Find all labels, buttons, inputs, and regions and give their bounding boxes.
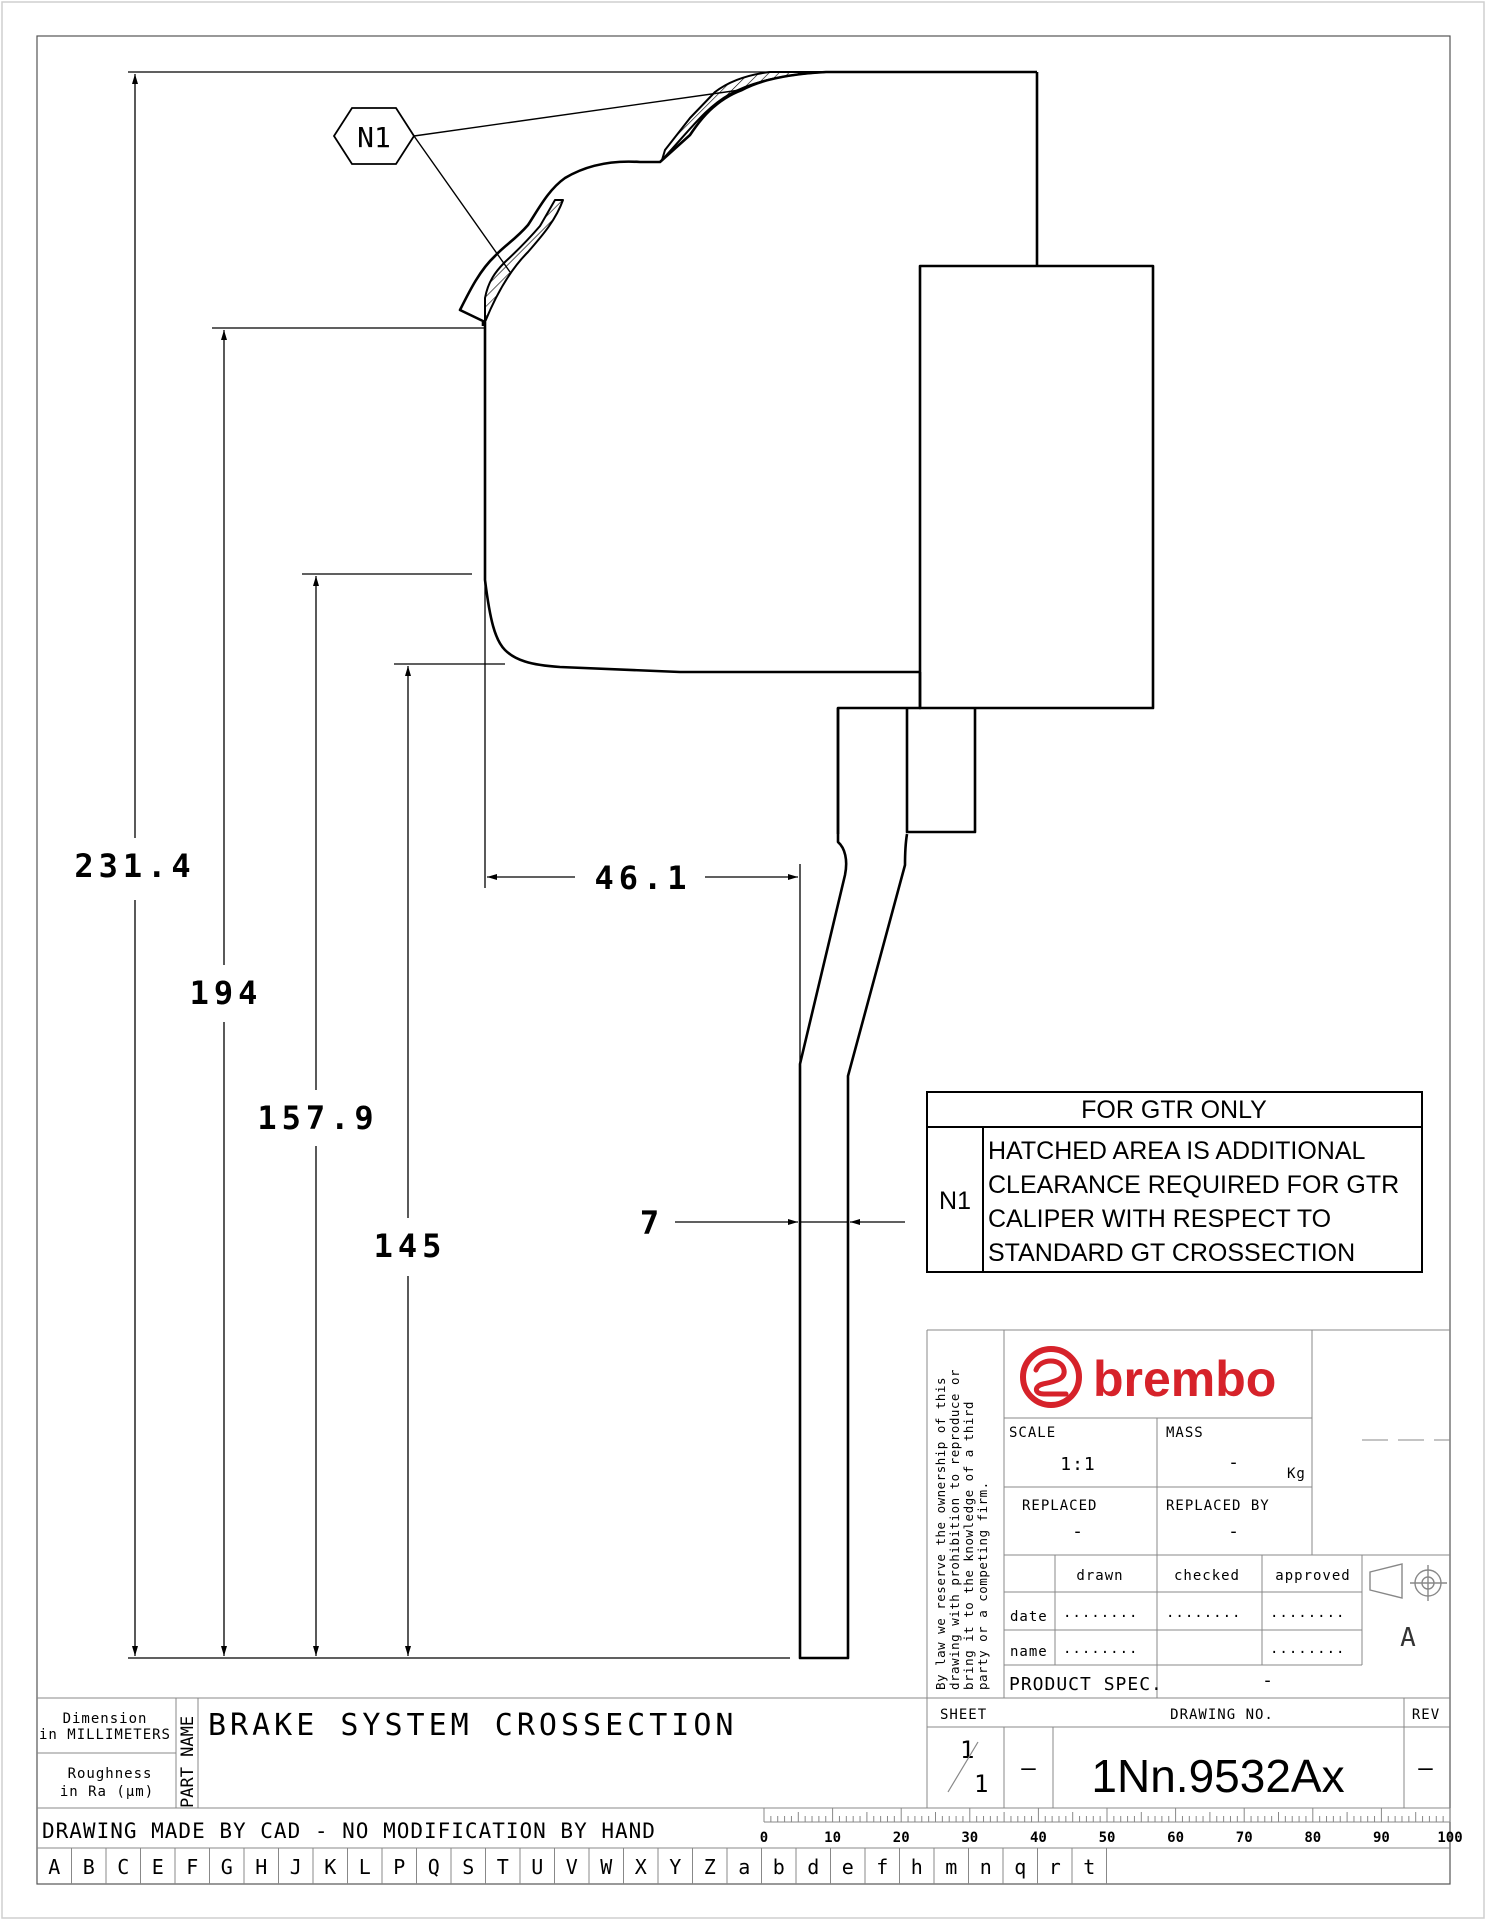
alphabet-letter: T [496,1855,509,1879]
alphabet-letter: E [151,1855,164,1879]
svg-text:bring it to the knowledge of a: bring it to the knowledge of a third [961,1401,976,1690]
date-approved-dots: ........ [1270,1605,1346,1621]
dim-horizontal-46: 46.1 [594,859,692,897]
alphabet-letter: m [945,1855,958,1879]
alphabet-letter: a [738,1855,751,1879]
alphabet-letter: H [255,1855,268,1879]
brand-name: brembo [1093,1351,1277,1407]
wheel-envelope-outline [460,72,1037,322]
product-spec-label: PRODUCT SPEC. [1009,1674,1163,1695]
alphabet-letter: A [48,1855,61,1879]
alphabet-letter: f [876,1855,889,1879]
inner-boundary [483,322,920,672]
ruler-label: 100 [1437,1830,1463,1846]
alphabet-letter: S [462,1855,475,1879]
drawing-number: 1Nn.9532Ax [1091,1750,1345,1802]
scale-label: SCALE [1009,1425,1057,1441]
scale-ruler [760,1808,1463,1846]
projection-symbol-icon [1370,1564,1447,1601]
svg-text:By law we reserve the ownershi: By law we reserve the ownership of this [933,1377,948,1690]
alphabet-letter: X [634,1855,647,1879]
ruler-label: 80 [1304,1830,1322,1846]
roughness-label-1: Roughness [67,1766,153,1782]
note-line-3: CALIPER WITH RESPECT TO [988,1205,1332,1233]
alphabet-strip [48,1848,1106,1884]
disc-profile [800,708,907,1658]
replaced-label: REPLACED [1022,1498,1098,1514]
mass-value: - [1228,1452,1240,1473]
format-letter: A [1400,1623,1416,1653]
dim-thickness-7: 7 [639,1204,665,1242]
alphabet-letter: W [600,1855,613,1879]
dimension-lines [128,72,905,1658]
alphabet-letter: n [979,1855,992,1879]
legal-notice [933,1369,990,1690]
alphabet-letter: K [324,1855,337,1879]
replaced-value: - [1072,1521,1084,1542]
dim-height-145: 145 [373,1227,447,1265]
alphabet-letter: h [910,1855,923,1879]
caliper-body [920,266,1153,708]
rev-label: REV [1411,1707,1441,1723]
ruler-label: 60 [1167,1830,1185,1846]
svg-text:party or a competing firm.: party or a competing firm. [975,1481,990,1690]
ruler-label: 40 [1029,1830,1047,1846]
date-checked-dots: ........ [1166,1605,1242,1621]
name-label: name [1010,1644,1048,1660]
note-table [927,1092,1422,1272]
svg-text:drawing with prohibition to re: drawing with prohibition to reproduce or [947,1368,962,1690]
mass-unit: Kg [1287,1466,1306,1482]
sheet-num: 1 [960,1736,976,1764]
drawing-no-label: DRAWING NO. [1170,1707,1274,1723]
note-tag: N1 [939,1187,971,1215]
checked-label: checked [1173,1568,1241,1584]
replaced-by-label: REPLACED BY [1166,1498,1270,1514]
roughness-label-2: in Ra (µm) [59,1784,155,1800]
drawn-label: drawn [1076,1568,1124,1584]
hatched-clearance-lower [485,200,563,322]
ruler-label: 70 [1235,1830,1253,1846]
cross-section-profile [460,72,1153,1658]
alphabet-letter: P [393,1855,406,1879]
date-drawn-dots: ........ [1063,1605,1139,1621]
n1-callout [334,90,740,272]
alphabet-letter: U [531,1855,544,1879]
alphabet-letter: t [1083,1855,1096,1879]
name-drawn-dots: ........ [1063,1641,1139,1657]
hatched-clearance-upper [662,72,826,160]
mass-label: MASS [1166,1425,1204,1441]
sheet-label: SHEET [940,1707,988,1723]
alphabet-letter: e [841,1855,854,1879]
n1-tag-text: N1 [357,121,391,154]
dim-height-157: 157.9 [257,1099,379,1137]
alphabet-letter: J [289,1855,302,1879]
note-line-1: HATCHED AREA IS ADDITIONAL [988,1137,1366,1165]
alphabet-letter: L [358,1855,371,1879]
ruler-label: 10 [824,1830,842,1846]
alphabet-letter: b [772,1855,785,1879]
part-name: BRAKE SYSTEM CROSSECTION [208,1708,738,1743]
scale-value: 1:1 [1060,1454,1096,1475]
note-line-4: STANDARD GT CROSSECTION [988,1239,1356,1267]
alphabet-letter: q [1014,1855,1027,1879]
product-spec-value: - [1262,1670,1274,1691]
ruler-label: 90 [1372,1830,1390,1846]
alphabet-letter: Z [703,1855,716,1879]
dimension-label-2: in MILLIMETERS [38,1727,172,1743]
ruler-label: 50 [1098,1830,1116,1846]
name-approved-dots: ........ [1270,1641,1346,1657]
approved-label: approved [1275,1568,1351,1584]
cad-note: DRAWING MADE BY CAD - NO MODIFICATION BY HAND [42,1819,656,1843]
ruler-label: 20 [892,1830,910,1846]
alphabet-letter: C [117,1855,130,1879]
dimension-label-1: Dimension [62,1711,148,1727]
rev-value: — [1418,1754,1434,1782]
alphabet-letter: V [565,1855,578,1879]
ruler-label: 30 [961,1830,979,1846]
note-header: FOR GTR ONLY [1081,1096,1267,1124]
part-name-label: PART NAME [178,1715,198,1808]
alphabet-letter: r [1048,1855,1061,1879]
sheet-den: 1 [974,1770,990,1798]
alphabet-letter: d [807,1855,820,1879]
sheet-dash: — [1021,1754,1037,1782]
hub-bracket [838,672,975,834]
alphabet-letter: Q [427,1855,440,1879]
date-label: date [1010,1609,1048,1625]
alphabet-letter: Y [669,1855,682,1879]
alphabet-letter: G [220,1855,233,1879]
dim-height-194: 194 [189,974,263,1012]
brembo-logo [1023,1349,1276,1407]
dim-overall-height: 231.4 [74,847,196,885]
alphabet-letter: F [186,1855,199,1879]
ruler-label: 0 [759,1830,769,1846]
replaced-by-value: - [1228,1521,1240,1542]
alphabet-letter: B [82,1855,95,1879]
note-line-2: CLEARANCE REQUIRED FOR GTR [988,1171,1400,1199]
